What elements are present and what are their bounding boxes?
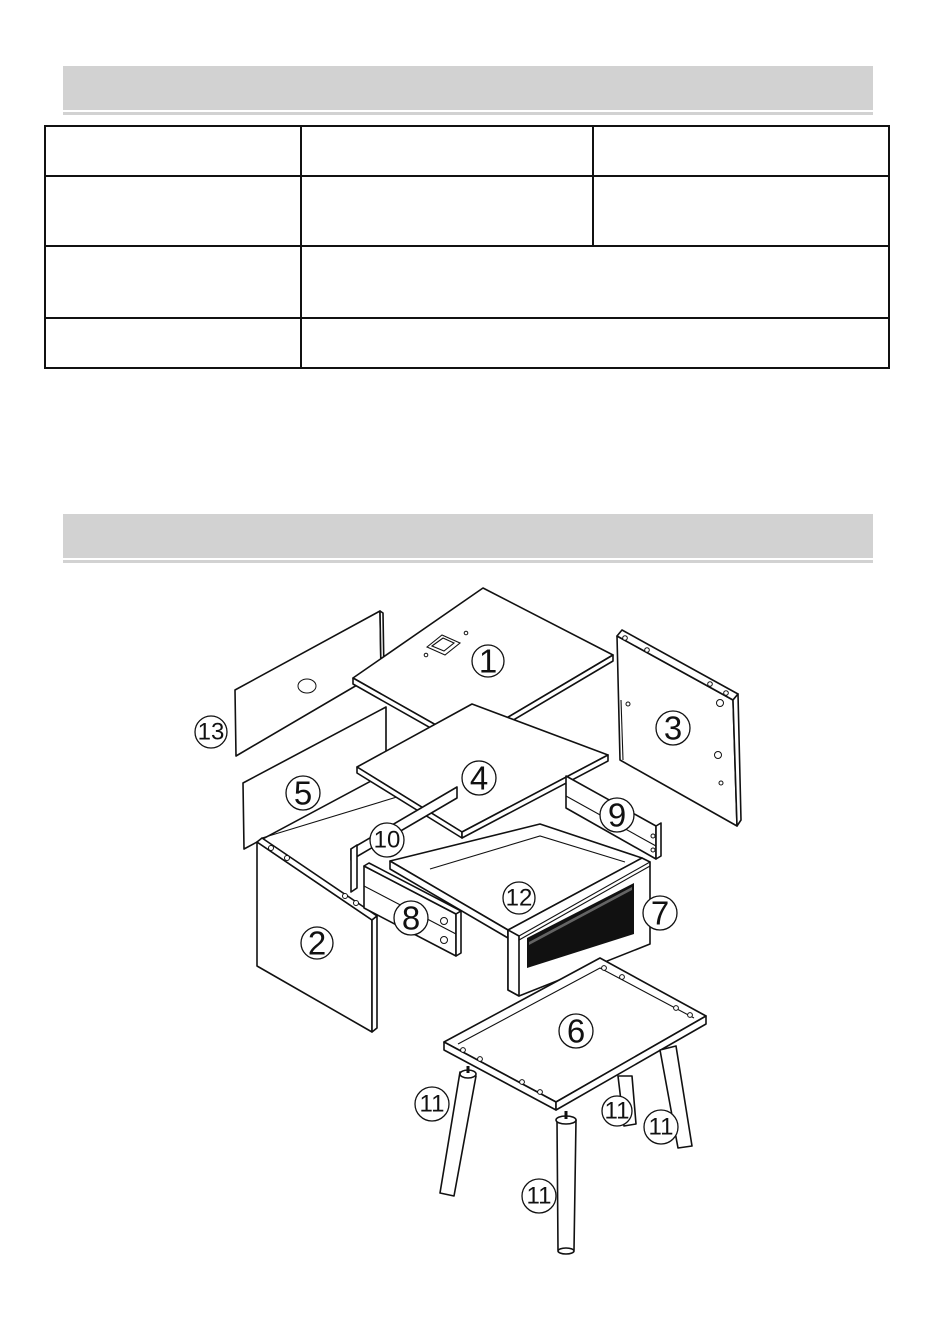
callout-8 bbox=[394, 900, 428, 937]
table-cell bbox=[45, 126, 301, 176]
table-row bbox=[45, 318, 889, 368]
callout-4 bbox=[462, 760, 496, 797]
callout-10 bbox=[370, 823, 404, 857]
table-cell bbox=[45, 176, 301, 246]
svg-text:9: 9 bbox=[607, 796, 627, 834]
spec-table bbox=[44, 125, 890, 369]
svg-text:6: 6 bbox=[566, 1012, 586, 1050]
table-cell bbox=[45, 318, 301, 368]
callout-5 bbox=[286, 775, 320, 812]
svg-text:11: 11 bbox=[604, 1097, 630, 1125]
svg-text:5: 5 bbox=[293, 774, 313, 812]
svg-text:12: 12 bbox=[505, 884, 533, 912]
callout-6 bbox=[559, 1013, 593, 1050]
table-cell bbox=[45, 246, 301, 318]
table-cell bbox=[301, 246, 889, 318]
leg-11-front bbox=[556, 1111, 576, 1254]
svg-text:13: 13 bbox=[197, 718, 225, 746]
svg-text:10: 10 bbox=[373, 826, 401, 854]
callout-13 bbox=[195, 716, 227, 748]
svg-text:7: 7 bbox=[650, 894, 670, 932]
table-cell bbox=[593, 176, 889, 246]
section-header-band-2 bbox=[63, 514, 873, 558]
table-cell bbox=[301, 318, 889, 368]
callout-11d bbox=[644, 1110, 678, 1144]
callout-9 bbox=[600, 797, 634, 834]
table-cell bbox=[593, 126, 889, 176]
callout-12 bbox=[503, 882, 535, 914]
svg-text:4: 4 bbox=[469, 759, 489, 797]
svg-text:1: 1 bbox=[478, 642, 498, 680]
table-row bbox=[45, 176, 889, 246]
svg-text:11: 11 bbox=[648, 1113, 674, 1141]
callout-11b bbox=[522, 1179, 556, 1213]
svg-text:11: 11 bbox=[419, 1090, 445, 1118]
section-header-band-1 bbox=[63, 66, 873, 110]
svg-text:3: 3 bbox=[663, 709, 683, 747]
svg-text:8: 8 bbox=[401, 899, 421, 937]
svg-text:2: 2 bbox=[307, 924, 327, 962]
leg-11-front-left bbox=[440, 1066, 476, 1196]
table-cell bbox=[301, 126, 593, 176]
section-header-underline-2 bbox=[63, 560, 873, 563]
callout-7 bbox=[643, 895, 677, 932]
table-row bbox=[45, 126, 889, 176]
exploded-assembly-diagram bbox=[0, 570, 933, 1324]
callout-11a bbox=[415, 1087, 449, 1121]
table-cell bbox=[301, 176, 593, 246]
table-row bbox=[45, 246, 889, 318]
section-header-underline-1 bbox=[63, 112, 873, 115]
callout-11c bbox=[602, 1096, 632, 1126]
callout-3 bbox=[656, 710, 690, 747]
svg-text:11: 11 bbox=[526, 1182, 552, 1210]
